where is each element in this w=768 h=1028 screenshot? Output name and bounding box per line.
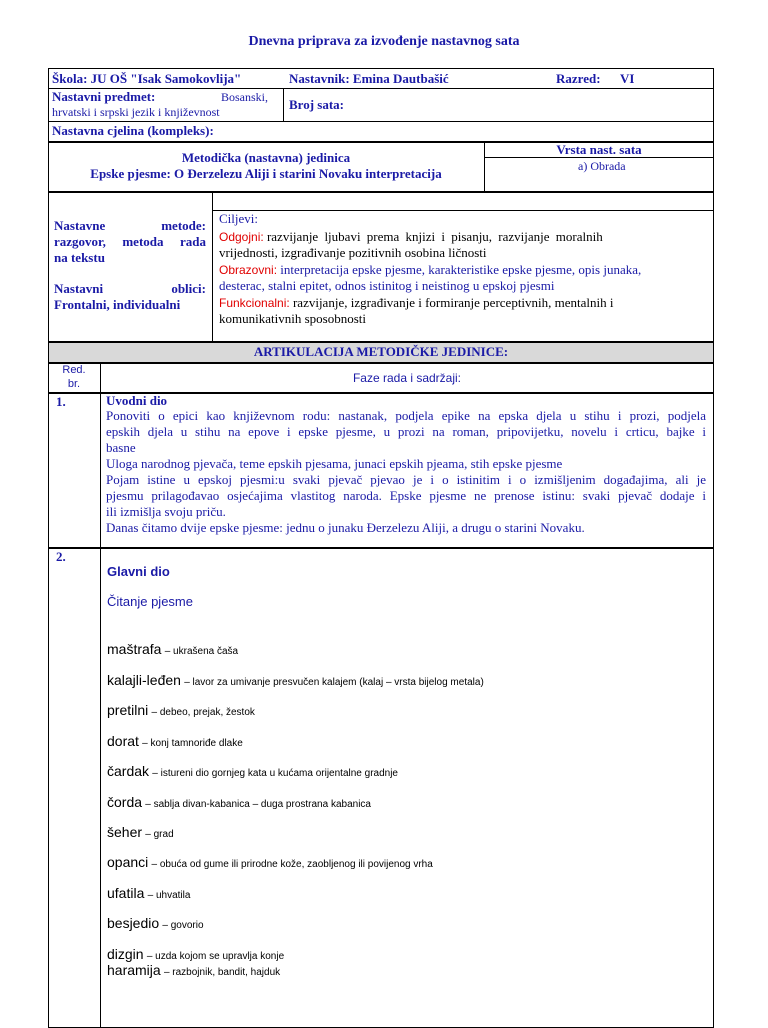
section-1-line: Ponoviti o epici kao književnom rodu: nastanak, podjela epike na epska djela u stihu i prozi, podjela (106, 408, 706, 423)
glossary-def: – uhvatila (147, 890, 191, 901)
lesson-type-label: Vrsta nast. sata (556, 142, 642, 157)
glossary-term: maštrafa (107, 641, 162, 657)
glossary-def: – obuća od gume ili prirodne kože, zaobljenog ili povijenog vrha (151, 859, 433, 870)
methods-label: Nastavne metode: (54, 218, 206, 233)
glossary-def: – ukrašena čaša (164, 646, 239, 657)
goal-instructional-text: interpretacija epske pjesme, karakteristike epske pjesme, opis junaka, (280, 262, 642, 277)
forms-label: Nastavni oblici: (54, 281, 206, 296)
subject-value-line2: hrvatski i srpski jezik i književnost (52, 105, 220, 119)
subject-value: Bosanski, (221, 90, 269, 104)
col-number-header: Red. (62, 364, 86, 376)
goal-instructional-label: Obrazovni: (219, 263, 278, 277)
glossary-def: – lavor za umivanje presvučen kalajem (kalaj – vrsta bijelog metala) (184, 677, 484, 688)
glossary-item (107, 915, 204, 934)
glossary-def: – grad (145, 829, 174, 840)
goal-functional-text: razvijanje, izgrađivanje i formiranje perceptivnih, mentalnih i (292, 295, 614, 310)
grade-label: Razred: (556, 71, 601, 86)
glossary-term: ufatila (107, 885, 145, 901)
glossary-item (107, 854, 433, 873)
lesson-type-value: a) Obrada (578, 159, 626, 173)
glossary-item (107, 962, 280, 981)
section-1-line: Danas čitamo dvije epske pjesme: jednu o junaku Đerzelezu Aliji, a drugu o starini Novaku. (106, 520, 585, 535)
glossary-def: – govorio (162, 920, 204, 931)
section-1-line: ili izmišlja svoju priču. (106, 504, 226, 519)
glossary-item (107, 641, 238, 660)
glossary-def: – debeo, prejak, žestok (151, 707, 255, 718)
subject-label: Nastavni predmet: (52, 89, 156, 104)
goal-instructional-text-2: desterac, stalni epitet, odnos istinitog i neistinog u epskoj pjesmi (219, 278, 555, 293)
glossary-term: čardak (107, 763, 150, 779)
goal-educational-label: Odgojni: (219, 230, 264, 244)
glossary-term: šeher (107, 824, 143, 840)
glossary-item (107, 824, 174, 843)
col-phases-header: Faze rada i sadržaji: (352, 371, 462, 385)
section-2-title: Glavni dio (107, 564, 170, 579)
glossary-def: – razbojnik, bandit, hajduk (163, 967, 281, 978)
glossary-item (107, 885, 190, 904)
glossary-def: – uzda kojom se upravlja konje (146, 951, 285, 962)
section-1-line: Pojam istine u epskoj pjesmi:u svaki pjevač pjevao je i o istinitim i o izmišljenim događajima, ali je (106, 472, 706, 487)
goal-functional-label: Funkcionalni: (219, 296, 290, 310)
section-1-content (106, 408, 706, 536)
glossary-item (107, 733, 243, 752)
school-label: Škola: JU OŠ "Isak Samokovlija" (52, 71, 242, 86)
section-1-line: pjesmu prilagođavao osjećajima vlastitog naroda. Epske pjesme ne prenose istinu: svaki pjevač dodaje i (106, 488, 706, 503)
glossary-def: – sablja divan-kabanica – duga prostrana kabanica (145, 799, 371, 810)
lesson-unit-label: Metodička (nastavna) jedinica (181, 150, 351, 165)
section-1-line: Uloga narodnog pjevača, teme epskih pjesama, junaci epskih pjeama, stih epske pjesme (106, 456, 563, 471)
goal-educational-text: razvijanje ljubavi prema knjizi i pisanju, razvijanje moralnih (266, 229, 603, 244)
goal-functional-text-2: komunikativnih sposobnosti (219, 311, 366, 326)
glossary-term: haramija (107, 962, 161, 978)
section-1-title: Uvodni dio (106, 393, 168, 408)
glossary-item (107, 763, 398, 782)
section-1-line: basne (106, 440, 136, 455)
document-title: Dnevna priprava za izvođenje nastavnog sata (248, 34, 520, 49)
glossary-term: kalajli-leđen (107, 672, 181, 688)
unit-label: Nastavna cjelina (kompleks): (52, 123, 214, 138)
section-1-number: 1. (56, 394, 66, 409)
goal-educational (219, 229, 707, 245)
glossary-term: pretilni (107, 702, 149, 718)
teacher-label: Nastavnik: Emina Dautbašić (289, 71, 449, 86)
glossary-term: opanci (107, 854, 149, 870)
methods-value-line2: na tekstu (54, 250, 105, 265)
glossary-item (107, 702, 255, 721)
glossary-term: besjedio (107, 915, 160, 931)
glossary-term: čorda (107, 794, 143, 810)
glossary-def: – konj tamnoriđe dlake (142, 738, 243, 749)
section-1-line: epskih djela u stihu na epove i epske pjesme, u prozi na roman, pripovijetku, novelu i crticu, bajke i (106, 424, 706, 439)
grade-value: VI (620, 71, 635, 86)
glossary-item (107, 672, 484, 691)
lesson-unit-name: Epske pjesme: O Đerzelezu Aliji i starini Novaku interpretacija (90, 166, 442, 181)
goal-instructional (219, 262, 641, 278)
goal-educational-text-2: vrijednosti, izgrađivanje pozitivnih osobina ličnosti (219, 245, 487, 260)
glossary-item (107, 794, 371, 813)
section-2-subtitle: Čitanje pjesme (107, 594, 193, 609)
glossary-def: – istureni dio gornjeg kata u kućama orijentalne gradnje (152, 768, 398, 779)
forms-value: Frontalni, individualni (54, 297, 181, 312)
glossary-term: dizgin (107, 946, 144, 962)
goals-title: Ciljevi: (219, 211, 258, 226)
lesson-number-label: Broj sata: (289, 97, 345, 112)
methods-value: razgovor, metoda rada (54, 234, 206, 249)
glossary-term: dorat (107, 733, 139, 749)
section-2-number: 2. (56, 549, 66, 564)
articulation-heading: ARTIKULACIJA METODIČKE JEDINICE: (253, 344, 509, 359)
col-number-header-2: br. (67, 378, 81, 390)
goal-functional (219, 295, 614, 311)
